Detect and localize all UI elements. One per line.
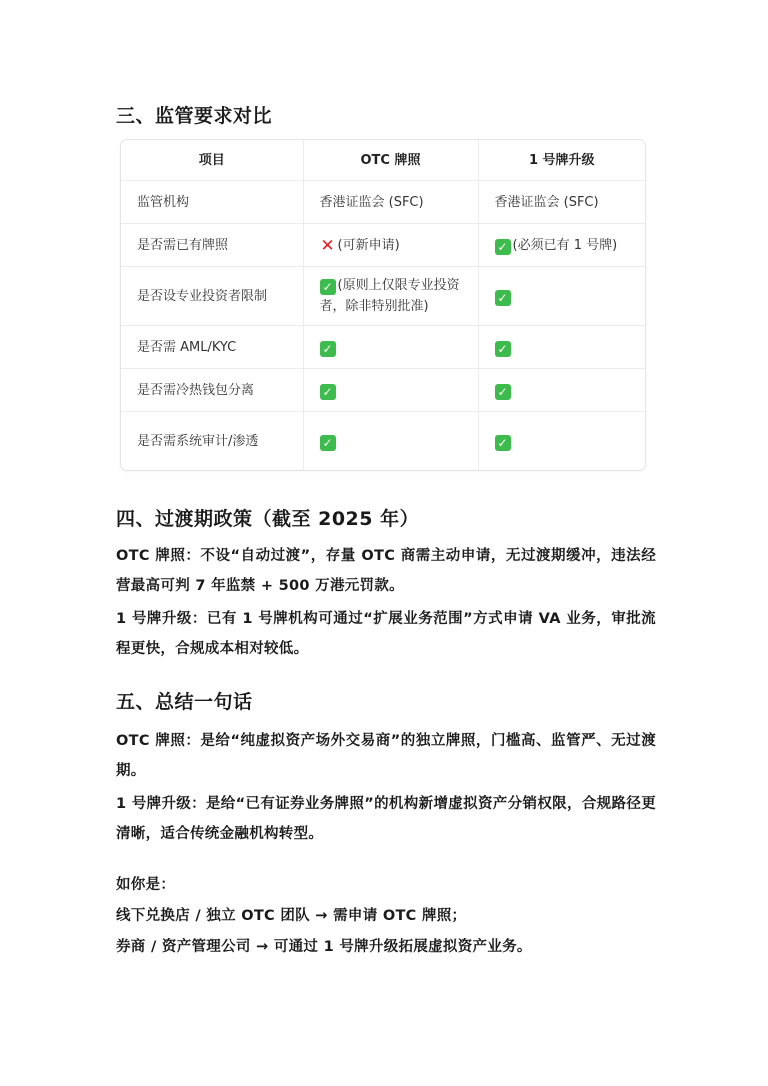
check-mark-icon: ✓ — [495, 341, 511, 357]
section-4-title: 四、过渡期政策（截至 2025 年） — [116, 508, 420, 530]
table-row — [121, 412, 645, 471]
comparison-table — [120, 139, 646, 471]
row-item: 是否需系统审计/渗透 — [121, 412, 303, 471]
row-upgrade-cell — [478, 267, 645, 326]
row-item: 是否需已有牌照 — [121, 224, 303, 267]
row-otc-cell — [303, 267, 478, 326]
row-item: 是否需冷热钱包分离 — [121, 369, 303, 412]
row-upgrade-cell — [478, 326, 645, 369]
table-row — [121, 181, 645, 224]
row-upgrade-value: (必须已有 1 号牌) — [512, 237, 618, 253]
section-4-otc-paragraph: OTC 牌照：不设“自动过渡”，存量 OTC 商需主动申请，无过渡期缓冲，违法经营最高可判 7 年监禁 + 500 万港元罚款。 — [116, 548, 656, 594]
check-mark-icon: ✓ — [320, 341, 336, 357]
row-upgrade-cell — [478, 412, 645, 471]
table-header-row — [121, 140, 645, 181]
row-item: 是否设专业投资者限制 — [121, 267, 303, 326]
check-mark-icon: ✓ — [495, 239, 511, 255]
header-upgrade: 1 号牌升级 — [478, 140, 645, 181]
row-otc-cell — [303, 224, 478, 267]
check-mark-icon: ✓ — [320, 435, 336, 451]
row-upgrade-cell — [478, 224, 645, 267]
row-otc-cell — [303, 412, 478, 471]
check-mark-icon: ✓ — [495, 384, 511, 400]
header-otc: OTC 牌照 — [303, 140, 478, 181]
section-5-upgrade-paragraph: 1 号牌升级：是给“已有证券业务牌照”的机构新增虚拟资产分销权限，合规路径更清晰，适合传统金融机构转型。 — [116, 796, 656, 842]
header-item: 项目 — [121, 140, 303, 181]
check-mark-icon: ✓ — [495, 435, 511, 451]
row-otc-value: 香港证监会 (SFC) — [303, 181, 478, 224]
row-item: 监管机构 — [121, 181, 303, 224]
row-upgrade-value: 香港证监会 (SFC) — [478, 181, 645, 224]
table-row — [121, 267, 645, 326]
section-5-otc-paragraph: OTC 牌照：是给“纯虚拟资产场外交易商”的独立牌照，门槛高、监管严、无过渡期。 — [116, 733, 656, 779]
check-mark-icon: ✓ — [320, 384, 336, 400]
row-upgrade-cell — [478, 369, 645, 412]
check-mark-icon: ✓ — [320, 279, 336, 295]
check-mark-icon: ✓ — [495, 290, 511, 306]
row-otc-cell — [303, 326, 478, 369]
advice-intro: 如你是： — [116, 877, 176, 893]
row-otc-value: (原则上仅限专业投资者，除非特别批准) — [319, 278, 460, 314]
row-item: 是否需 AML/KYC — [121, 326, 303, 369]
section-3-title: 三、监管要求对比 — [116, 105, 273, 127]
table-row — [121, 369, 645, 412]
section-5-title: 五、总结一句话 — [116, 691, 253, 713]
advice-line-2: 券商 / 资产管理公司 → 可通过 1 号牌升级拓展虚拟资产业务。 — [116, 939, 532, 955]
row-otc-value: (可新申请) — [337, 237, 400, 253]
table-row — [121, 326, 645, 369]
table-row — [121, 224, 645, 267]
section-4-upgrade-paragraph: 1 号牌升级：已有 1 号牌机构可通过“扩展业务范围”方式申请 VA 业务，审批流程更快，合规成本相对较低。 — [116, 611, 656, 657]
advice-line-1: 线下兑换店 / 独立 OTC 团队 → 需申请 OTC 牌照； — [116, 908, 467, 924]
cross-mark-icon: ✕ — [320, 235, 335, 256]
row-otc-cell — [303, 369, 478, 412]
